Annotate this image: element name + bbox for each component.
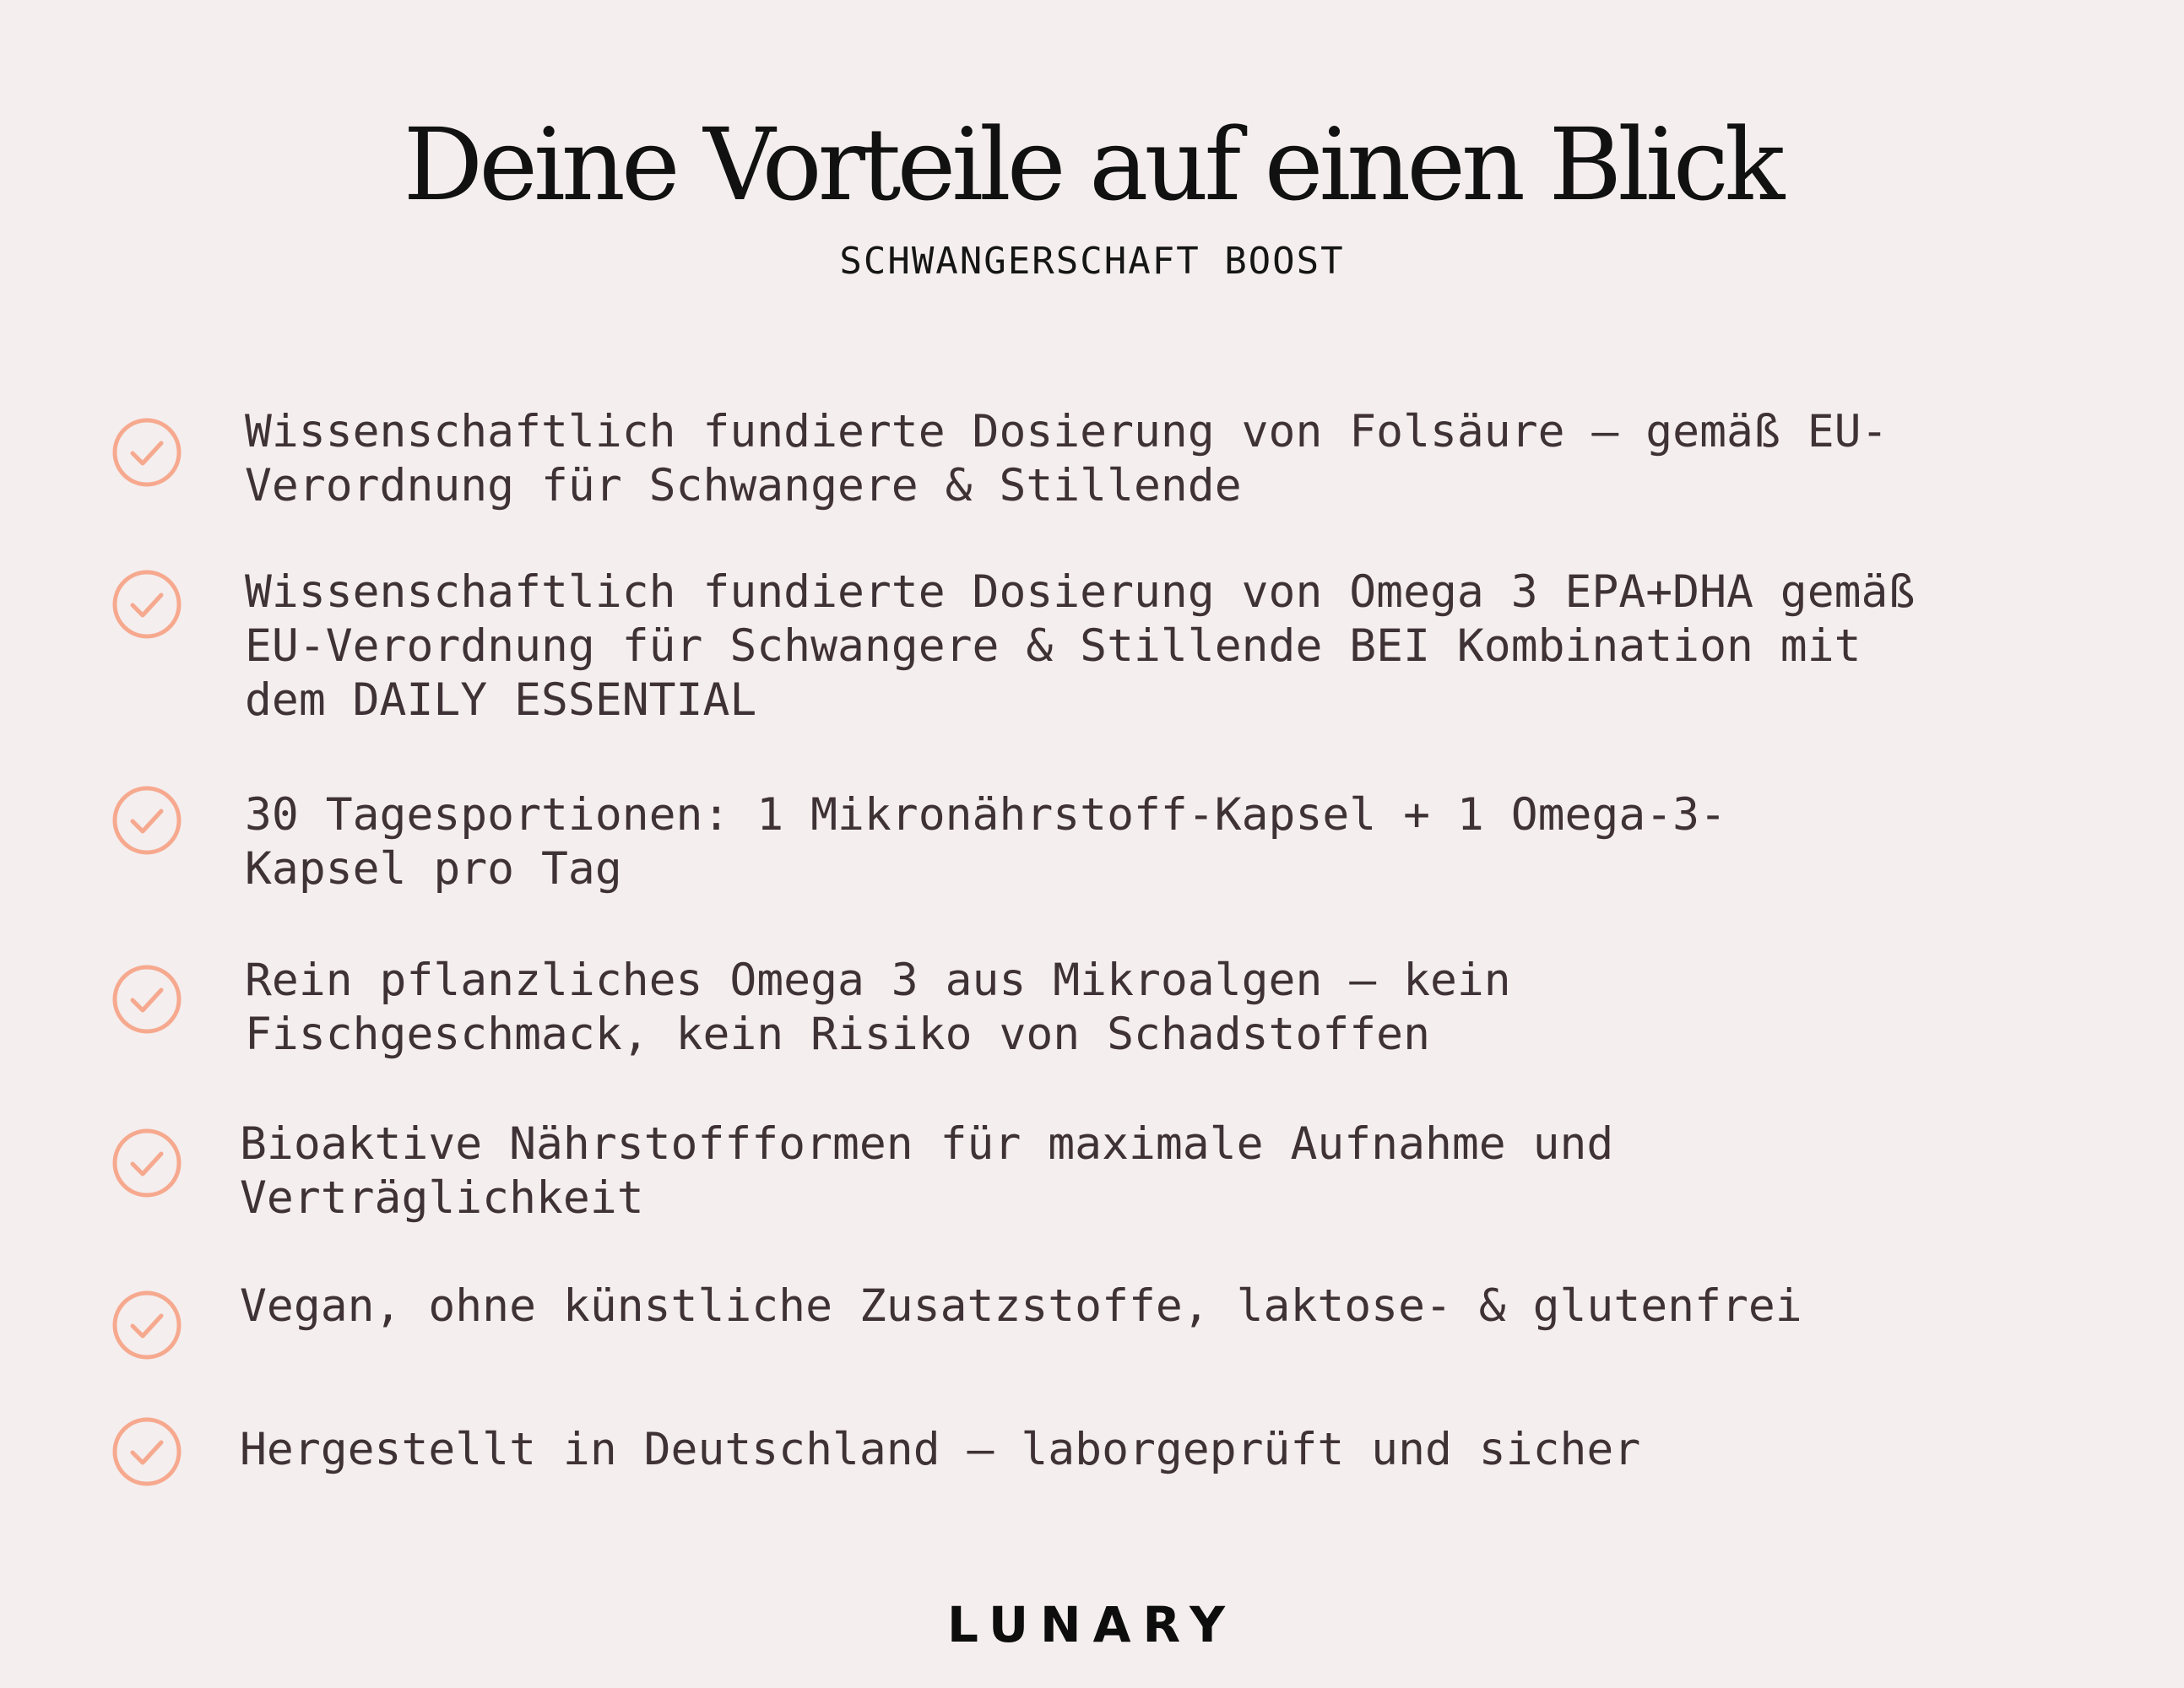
page-title: Deine Vorteile auf einen Blick	[403, 106, 1781, 223]
brand-logo: LUNARY	[947, 1596, 1237, 1653]
check-circle-icon	[111, 417, 182, 488]
benefit-text: Rein pflanzliches Omega 3 aus Mikroalgen – kein Fischgeschmack, kein Risiko von Schadstoffen	[245, 955, 1511, 1060]
benefit-text: Vegan, ohne künstliche Zusatzstoffe, laktose- & glutenfrei	[240, 1280, 1802, 1332]
check-circle-icon	[111, 785, 182, 856]
check-circle-icon	[111, 1416, 182, 1487]
benefit-text: 30 Tagesportionen: 1 Mikronährstoff-Kapsel + 1 Omega-3- Kapsel pro Tag	[245, 789, 1726, 895]
check-circle-icon	[111, 964, 182, 1035]
check-circle-icon	[111, 1128, 182, 1198]
page-subtitle: SCHWANGERSCHAFT BOOST	[839, 240, 1345, 283]
benefit-text: Wissenschaftlich fundierte Dosierung von Folsäure – gemäß EU- Verordnung für Schwangere & Stillende	[245, 406, 1889, 511]
benefit-text: Wissenschaftlich fundierte Dosierung von Omega 3 EPA+DHA gemäß EU-Verordnung für Schwangere & Stillende BEI Kombination mit dem DAILY ESSENTIAL	[245, 566, 1916, 726]
benefit-text: Bioaktive Nährstoffformen für maximale Aufnahme und Verträglichkeit	[240, 1118, 1614, 1224]
check-circle-icon	[111, 1290, 182, 1361]
benefit-text: Hergestellt in Deutschland – laborgeprüft und sicher	[240, 1424, 1641, 1475]
check-circle-icon	[111, 569, 182, 640]
